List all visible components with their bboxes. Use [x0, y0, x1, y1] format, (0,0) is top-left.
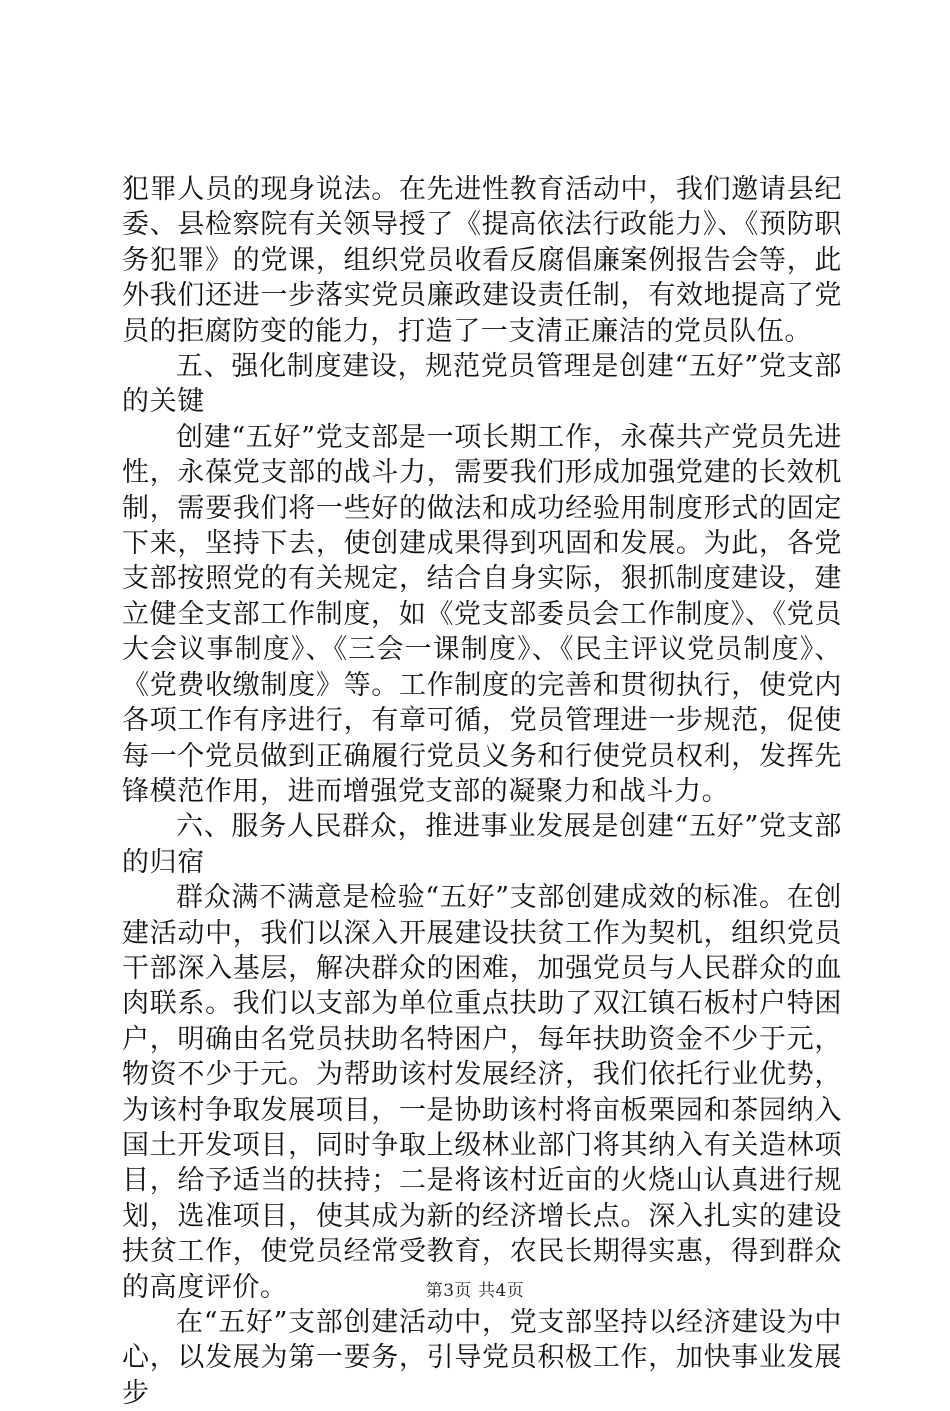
section-heading-5: 五、强化制度建设，规范党员管理是创建“五好”党支部的关键 [122, 351, 842, 418]
document-body [122, 172, 842, 1411]
paragraph-economic-construction: 在“五好”支部创建活动中，党支部坚持以经济建设为中心，以发展为第一要务，引导党员积极工作，加快事业发展步 [122, 1307, 842, 1409]
paragraph-system-building: 创建“五好”党支部是一项长期工作，永葆共产党员先进性，永葆党支部的战斗力，需要我们形成加强党建的长效机制，需要我们将一些好的做法和成功经验用制度形式的固定下来，坚持下去，使创建成果得到巩固和发展。为此，各党支部按照党的有关规定，结合自身实际，狠抓制度建设，建立健全支部工作制度，如《党支部委员会工作制度》、《党员大会议事制度》、《三会一课制度》、《民主评议党员制度》、《党费收缴制度》等。工作制度的完善和贯彻执行，使党内各项工作有序进行，有章可循，党员管理进一步规范，促使每一个党员做到正确履行党员义务和行使党员权利，发挥先锋模范作用，进而增强党支部的凝聚力和战斗力。 [122, 421, 842, 807]
section-heading-6: 六、服务人民群众，推进事业发展是创建“五好”党支部的归宿 [122, 811, 842, 878]
page-footer: 第3页 共4页 [425, 1281, 525, 1301]
paragraph-serve-people: 群众满不满意是检验“五好”支部创建成效的标准。在创建活动中，我们以深入开展建设扶贫工作为契机，组织党员干部深入基层，解决群众的困难，加强党员与人民群众的血肉联系。我们以支部为单位重点扶助了双江镇石板村户特困户，明确由名党员扶助名特困户，每年扶助资金不少于元，物资不少于元。为帮助该村发展经济，我们依托行业优势，为该村争取发展项目，一是协助该村将亩板栗园和茶园纳入国土开发项目，同时争取上级林业部门将其纳入有关造林项目，给予适当的扶持；二是将该村近亩的火烧山认真进行规划，选准项目，使其成为新的经济增长点。深入扎实的建设扶贫工作，使党员经常受教育，农民长期得实惠，得到群众的高度评价。 [122, 882, 842, 1303]
paragraph-continued: 犯罪人员的现身说法。在先进性教育活动中，我们邀请县纪委、县检察院有关领导授了《提高依法行政能力》、《预防职务犯罪》的党课，组织党员收看反腐倡廉案例报告会等，此外我们还进一步落实党员廉政建设责任制，有效地提高了党员的拒腐防变的能力，打造了一支清正廉洁的党员队伍。 [122, 174, 842, 347]
